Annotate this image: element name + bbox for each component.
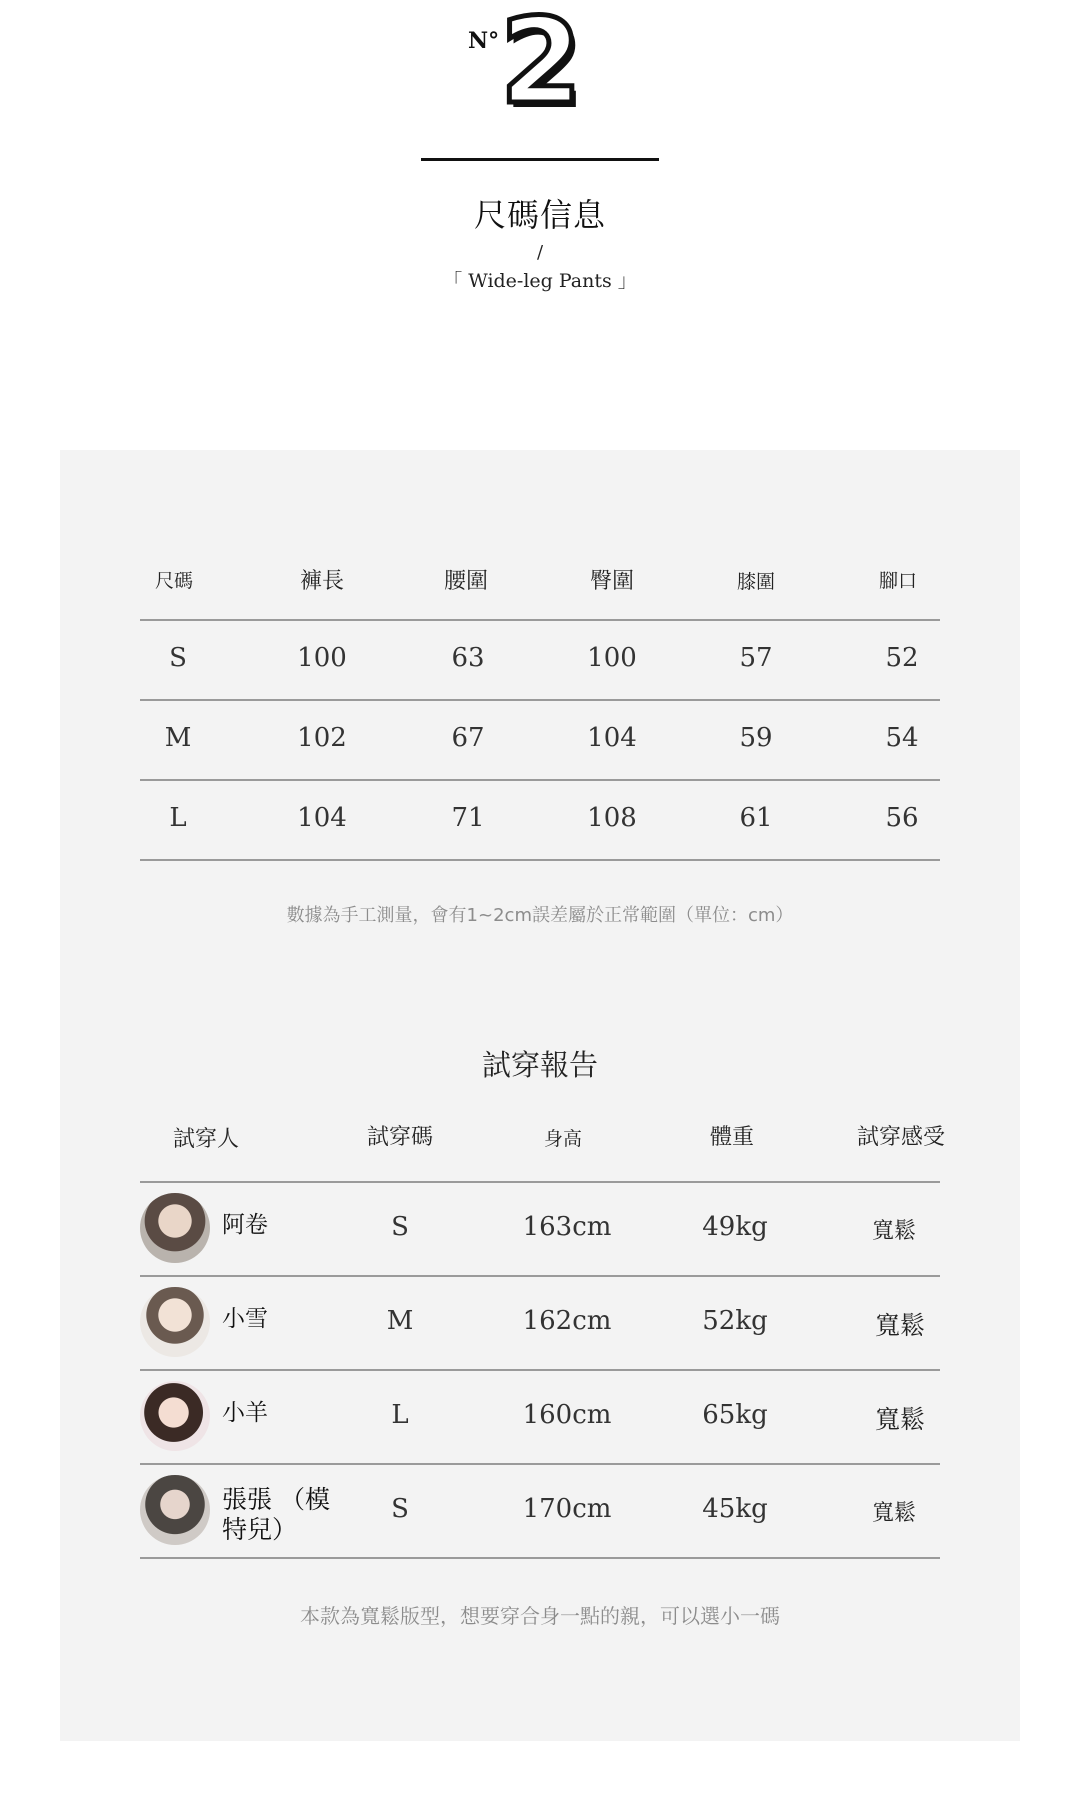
table-divider — [140, 1369, 940, 1371]
size-cell: 67 — [451, 723, 485, 753]
table-divider — [140, 859, 940, 861]
tester-height: 163cm — [522, 1212, 612, 1242]
report-header-feeling: 試穿感受 — [856, 1125, 945, 1150]
tester-feeling: 寬鬆 — [871, 1501, 916, 1526]
size-header-hem: 腳口 — [878, 570, 917, 592]
size-header-length: 褲長 — [299, 569, 344, 594]
size-cell: 54 — [885, 723, 919, 753]
size-cell: 61 — [739, 803, 773, 833]
tester-name: 小雪 — [222, 1306, 268, 1332]
tester-name — [222, 1485, 330, 1545]
size-cell: S — [169, 643, 187, 673]
tester-weight: 49kg — [702, 1212, 768, 1242]
table-divider — [140, 619, 940, 621]
tester-size: L — [391, 1400, 409, 1430]
tester-size: S — [391, 1494, 409, 1524]
tester-name-line2: 特兒） — [222, 1515, 298, 1544]
tester-height: 162cm — [522, 1306, 612, 1336]
size-header-hip: 臀圍 — [589, 569, 634, 594]
report-header-weight: 體重 — [709, 1125, 754, 1150]
tester-name: 阿卷 — [222, 1212, 268, 1238]
table-divider — [140, 699, 940, 701]
tester-weight: 45kg — [702, 1494, 768, 1524]
tester-weight: 52kg — [702, 1306, 768, 1336]
report-note: 本款為寬鬆版型，想要穿合身一點的親，可以選小一碼 — [300, 1604, 780, 1628]
size-cell: 108 — [587, 803, 637, 833]
table-divider — [140, 779, 940, 781]
report-header-person: 試穿人 — [172, 1127, 239, 1152]
section-number: 2 — [500, 0, 583, 130]
page-subtitle: 「 Wide-leg Pants 」 — [443, 270, 637, 292]
size-header-size: 尺碼 — [154, 570, 193, 592]
size-cell: 104 — [297, 803, 347, 833]
tester-feeling: 寬鬆 — [874, 1405, 925, 1434]
size-cell: 56 — [885, 803, 919, 833]
avatar — [140, 1475, 210, 1545]
tester-height: 170cm — [522, 1494, 612, 1524]
size-cell: 52 — [885, 643, 919, 673]
size-table-note: 數據為手工測量，會有1~2cm誤差屬於正常範圍（單位：cm） — [286, 905, 794, 926]
size-cell: 57 — [739, 643, 773, 673]
size-cell: 71 — [451, 803, 485, 833]
tester-size: S — [391, 1212, 409, 1242]
size-cell: 63 — [451, 643, 485, 673]
size-cell: L — [169, 803, 187, 833]
tester-size: M — [386, 1306, 414, 1336]
avatar — [140, 1381, 210, 1451]
table-divider — [140, 1557, 940, 1559]
report-header-height: 身高 — [543, 1128, 582, 1150]
size-cell: 100 — [297, 643, 347, 673]
tester-name: 小羊 — [222, 1400, 268, 1426]
title-separator: / — [536, 242, 544, 263]
tester-feeling: 寬鬆 — [871, 1219, 916, 1244]
number-prefix: N° — [468, 28, 500, 54]
table-divider — [140, 1181, 940, 1183]
avatar — [140, 1193, 210, 1263]
size-cell: 102 — [297, 723, 347, 753]
tester-height: 160cm — [522, 1400, 612, 1430]
page-title: 尺碼信息 — [473, 196, 606, 234]
size-header-waist: 腰圍 — [443, 569, 488, 594]
header-divider — [421, 158, 659, 161]
report-title: 試穿報告 — [481, 1048, 598, 1082]
size-cell: 104 — [587, 723, 637, 753]
tester-feeling: 寬鬆 — [874, 1311, 925, 1340]
tester-name-line1: 張張 （模 — [222, 1485, 330, 1514]
table-divider — [140, 1275, 940, 1277]
report-header-size: 試穿碼 — [366, 1125, 433, 1150]
size-header-knee: 膝圍 — [736, 571, 775, 593]
avatar — [140, 1287, 210, 1357]
size-cell: M — [164, 723, 192, 753]
tester-weight: 65kg — [702, 1400, 768, 1430]
size-cell: 100 — [587, 643, 637, 673]
size-cell: 59 — [739, 723, 773, 753]
table-divider — [140, 1463, 940, 1465]
